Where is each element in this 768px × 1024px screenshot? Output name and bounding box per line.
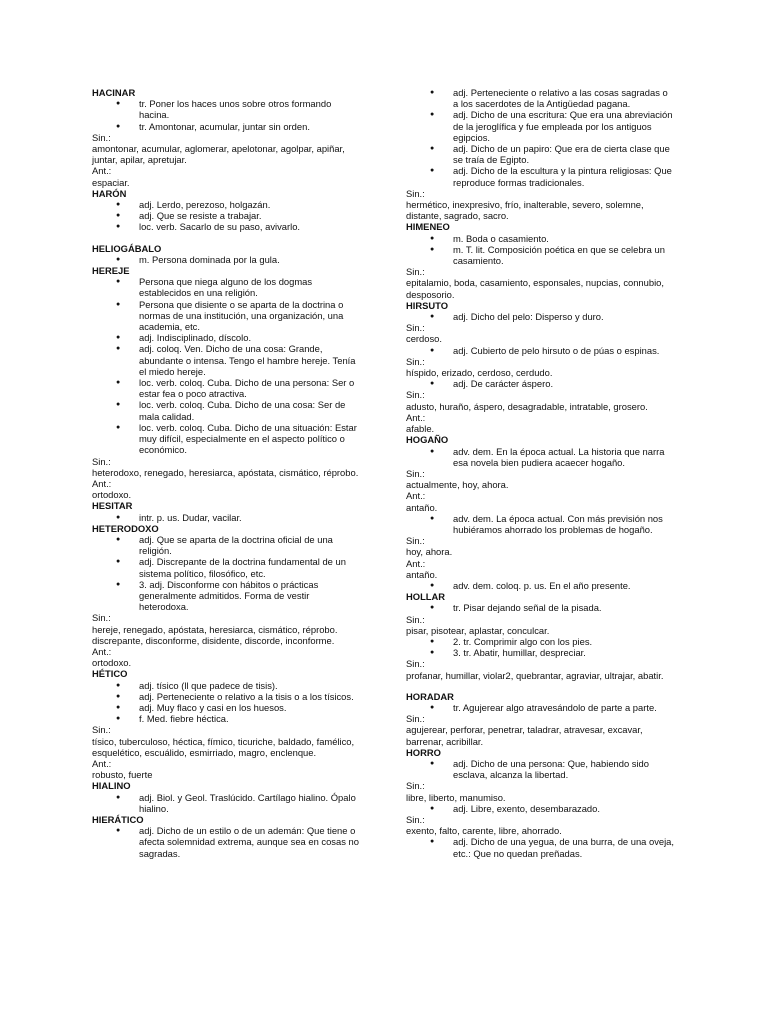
left-column	[92, 87, 360, 859]
antonyms-text: antaño.	[406, 568, 438, 580]
definition-item: ● adj. tísico (ll que padece de tisis).	[92, 680, 360, 691]
dictionary-entry	[406, 345, 674, 379]
definition-item: ● adj. Dicho de una escritura: Que era una abreviación de la jeroglífica y fue empleada por los antiguos egipcios.	[406, 109, 674, 143]
definition-item: ● adv. dem. La época actual. Con más previsión nos hubiéramos ahorrado los problemas de hogaño.	[406, 513, 674, 535]
entry-term: HIALINO	[92, 780, 131, 792]
definition-list	[92, 512, 360, 523]
entry-term: HIERÁTICO	[92, 814, 144, 825]
antonyms-label: Ant.:	[406, 411, 426, 423]
definition-item: ● adv. dem. coloq. p. us. En el año presente.	[406, 580, 674, 591]
entry-term: HOGAÑO	[406, 434, 449, 446]
dictionary-entry	[92, 814, 360, 859]
synonyms-text: cerdoso.	[406, 333, 442, 345]
definition-item: ● m. T. lit. Composición poética en que se celebra un casamiento.	[406, 244, 674, 266]
definition-item: ● adj. Dicho de una persona: Que, habiendo sido esclava, alcanza la libertad.	[406, 758, 674, 780]
synonyms-label: Sin.:	[406, 658, 425, 670]
definition-item: ● adj. Dicho de la escultura y la pintura religiosas: Que reproduce formas tradicionales.	[406, 165, 674, 187]
definition-item: ● tr. Poner los haces unos sobre otros formando hacina.	[92, 98, 360, 120]
synonyms-text: híspido, erizado, cerdoso, cerdudo.	[406, 367, 553, 379]
antonyms-text: afable.	[406, 423, 435, 435]
definition-item: ● adj. Lerdo, perezoso, holgazán.	[92, 199, 360, 210]
definition-list	[92, 199, 360, 233]
entry-term: HIRSUTO	[406, 299, 449, 311]
synonyms-text: heterodoxo, renegado, heresiarca, apóstata, cismático, réprobo.	[92, 466, 359, 478]
dictionary-entry	[406, 636, 674, 691]
entry-term: HOLLAR	[406, 591, 446, 603]
synonyms-text: hereje, renegado, apóstata, heresiarca, cismático, réprobo. discrepante, disconforme, disidente, discorde, inconforme.	[92, 623, 338, 646]
antonyms-label: Ant.:	[406, 490, 426, 502]
synonyms-text: exento, falto, carente, libre, ahorrado.	[406, 825, 562, 837]
dictionary-entry	[406, 691, 674, 747]
definition-item: ● intr. p. us. Dudar, vacilar.	[92, 512, 360, 523]
definition-list	[406, 378, 674, 389]
dictionary-entry	[406, 378, 674, 434]
synonyms-label: Sin.:	[406, 780, 425, 792]
definition-list	[406, 702, 674, 713]
dictionary-entry	[406, 591, 674, 636]
synonyms-label: Sin.:	[406, 187, 425, 199]
synonyms-label: Sin.:	[406, 613, 425, 625]
synonyms-label: Sin.:	[406, 322, 425, 334]
definition-list	[92, 534, 360, 612]
antonyms-label: Ant.:	[92, 645, 112, 657]
right-column	[406, 87, 674, 859]
dictionary-entry	[92, 87, 360, 188]
synonyms-label: Sin.:	[406, 266, 425, 278]
antonyms-label: Ant.:	[406, 557, 426, 569]
entry-term: HETERODOXO	[92, 522, 159, 534]
synonyms-text: libre, liberto, manumiso.	[406, 791, 506, 803]
dictionary-entry	[92, 780, 360, 814]
synonyms-label: Sin.:	[406, 814, 425, 825]
definition-list	[92, 825, 360, 859]
dictionary-entry	[406, 513, 674, 580]
entry-term: HIMENEO	[406, 221, 450, 233]
definition-item: ● loc. verb. Sacarlo de su paso, avivarlo.	[92, 221, 360, 232]
synonyms-text: hermético, inexpresivo, frío, inalterable, severo, solemne, distante, sagrado, sacro.	[406, 199, 644, 222]
antonyms-label: Ant.:	[92, 165, 112, 177]
definition-list	[406, 836, 674, 858]
synonyms-text: agujerear, perforar, penetrar, taladrar, atravesar, excavar, barrenar, acribillar.	[406, 724, 643, 747]
entry-term: HESITAR	[92, 500, 133, 512]
definition-list	[92, 276, 360, 455]
synonyms-text: amontonar, acumular, aglomerar, apelotonar, agolpar, apiñar, juntar, apilar, apretujar.	[92, 143, 345, 166]
dictionary-entry	[406, 434, 674, 512]
entry-term: HARÓN	[92, 187, 127, 199]
definition-item: ● 3. tr. Abatir, humillar, despreciar.	[406, 647, 674, 658]
dictionary-entry	[406, 221, 674, 299]
definition-list	[406, 602, 674, 613]
definition-item: ● tr. Agujerear algo atravesándolo de parte a parte.	[406, 702, 674, 713]
dictionary-entry	[92, 523, 360, 669]
definition-list	[406, 580, 674, 591]
antonyms-label: Ant.:	[92, 477, 112, 489]
definition-item: ● adj. Dicho del pelo: Disperso y duro.	[406, 311, 674, 322]
synonyms-text: tísico, tuberculoso, héctica, fímico, ticuriche, baldado, famélico, esquelético, escuálido, esmirriado, magro, enclenque.	[92, 735, 355, 758]
definition-list	[406, 311, 674, 322]
synonyms-text: actualmente, hoy, ahora.	[406, 479, 509, 491]
definition-item: ● adj. Perteneciente o relativo a la tisis o a los tísicos.	[92, 691, 360, 702]
dictionary-entry	[92, 188, 360, 243]
definition-list	[92, 792, 360, 814]
synonyms-label: Sin.:	[92, 612, 111, 624]
definition-list	[92, 254, 360, 265]
definition-list	[406, 446, 674, 468]
dictionary-entry	[406, 300, 674, 345]
definition-item: ● adj. coloq. Ven. Dicho de una cosa: Grande, abundante o intensa. Tengo el hambre hereje. Tenía el miedo hereje.	[92, 343, 360, 377]
entry-spacer	[406, 681, 674, 691]
entry-term: HELIOGÁBALO	[92, 242, 162, 254]
definition-list	[406, 513, 674, 535]
antonyms-text: espaciar.	[92, 176, 130, 188]
antonyms-text: ortodoxo.	[92, 489, 132, 501]
antonyms-text: ortodoxo.	[92, 657, 132, 669]
definition-item: ● 3. adj. Disconforme con hábitos o prácticas generalmente admitidos. Forma de vestir heterodoxa.	[92, 579, 360, 613]
entry-term: HORRO	[406, 746, 441, 758]
synonyms-label: Sin.:	[92, 724, 111, 736]
synonyms-text: adusto, huraño, áspero, desagradable, intratable, grosero.	[406, 400, 648, 412]
definition-item: ● tr. Amontonar, acumular, juntar sin orden.	[92, 121, 360, 132]
definition-list	[92, 98, 360, 132]
synonyms-text: hoy, ahora.	[406, 546, 453, 558]
synonyms-label: Sin.:	[92, 131, 111, 143]
definition-item: ● adj. Libre, exento, desembarazado.	[406, 803, 674, 814]
entry-term: HACINAR	[92, 87, 136, 98]
dictionary-entry	[92, 265, 360, 500]
definition-item: ● Persona que niega alguno de los dogmas establecidos en una religión.	[92, 276, 360, 298]
synonyms-text: profanar, humillar, violar2, quebrantar, agraviar, ultrajar, abatir.	[406, 669, 664, 681]
definition-item: ● adj. Perteneciente o relativo a las cosas sagradas o a los sacerdotes de la Antigüedad pagana.	[406, 87, 674, 109]
antonyms-text: antaño.	[406, 501, 438, 513]
definition-item: ● m. Boda o casamiento.	[406, 233, 674, 244]
synonyms-label: Sin.:	[406, 389, 425, 401]
dictionary-entry	[406, 87, 674, 221]
synonyms-label: Sin.:	[406, 467, 425, 479]
definition-list	[406, 803, 674, 814]
definition-item: ● adj. Muy flaco y casi en los huesos.	[92, 702, 360, 713]
entry-spacer	[92, 233, 360, 243]
antonyms-text: robusto, fuerte	[92, 769, 153, 781]
definition-list	[406, 636, 674, 658]
synonyms-label: Sin.:	[92, 455, 111, 467]
dictionary-entry	[406, 580, 674, 591]
definition-item: ● loc. verb. coloq. Cuba. Dicho de una persona: Ser o estar fea o poco atractiva.	[92, 377, 360, 399]
definition-item: ● tr. Pisar dejando señal de la pisada.	[406, 602, 674, 613]
definition-item: ● adj. Que se resiste a trabajar.	[92, 210, 360, 221]
definition-item: ● m. Persona dominada por la gula.	[92, 254, 360, 265]
definition-list	[406, 87, 674, 188]
dictionary-entry	[406, 803, 674, 837]
definition-item: ● 2. tr. Comprimir algo con los pies.	[406, 636, 674, 647]
entry-term: HEREJE	[92, 265, 130, 277]
synonyms-text: pisar, pisotear, aplastar, conculcar.	[406, 624, 550, 636]
antonyms-label: Ant.:	[92, 757, 112, 769]
definition-item: ● Persona que disiente o se aparta de la doctrina o normas de una institución, una organización, una academia, etc.	[92, 299, 360, 333]
synonyms-label: Sin.:	[406, 713, 425, 725]
entry-term: HÉTICO	[92, 668, 128, 680]
definition-item: ● adj. Discrepante de la doctrina fundamental de un sistema político, filosófico, etc.	[92, 556, 360, 578]
definition-item: ● loc. verb. coloq. Cuba. Dicho de una situación: Estar muy difícil, especialmente en el aspecto político o económico.	[92, 422, 360, 456]
synonyms-text: epitalamio, boda, casamiento, esponsales, nupcias, connubio, desposorio.	[406, 277, 664, 300]
definition-list	[92, 680, 360, 725]
synonyms-label: Sin.:	[406, 535, 425, 547]
dictionary-entry	[92, 668, 360, 780]
definition-item: ● loc. verb. coloq. Cuba. Dicho de una cosa: Ser de mala calidad.	[92, 399, 360, 421]
definition-item: ● adv. dem. En la época actual. La historia que narra esa novela bien pudiera acaecer hogaño.	[406, 446, 674, 468]
definition-list	[406, 345, 674, 356]
definition-list	[406, 758, 674, 780]
dictionary-entry	[92, 243, 360, 265]
definition-item: ● adj. Biol. y Geol. Traslúcido. Cartílago hialino. Ópalo hialino.	[92, 792, 360, 814]
definition-item: ● adj. De carácter áspero.	[406, 378, 674, 389]
definition-item: ● adj. Indisciplinado, díscolo.	[92, 332, 360, 343]
synonyms-label: Sin.:	[406, 355, 425, 367]
definition-item: ● adj. Dicho de un papiro: Que era de cierta clase que se traía de Egipto.	[406, 143, 674, 165]
definition-item: ● f. Med. fiebre héctica.	[92, 713, 360, 724]
definition-list	[406, 233, 674, 267]
dictionary-entry	[92, 500, 360, 522]
definition-item: ● adj. Que se aparta de la doctrina oficial de una religión.	[92, 534, 360, 556]
entry-term: HORADAR	[406, 690, 454, 702]
definition-item: ● adj. Dicho de una yegua, de una burra, de una oveja, etc.: Que no quedan preñadas.	[406, 836, 674, 858]
definition-item: ● adj. Dicho de un estilo o de un ademán: Que tiene o afecta solemnidad extrema, aunque sea en cosas no sagradas.	[92, 825, 360, 859]
dictionary-entry	[406, 747, 674, 803]
definition-item: ● adj. Cubierto de pelo hirsuto o de púas o espinas.	[406, 345, 674, 356]
dictionary-entry	[406, 836, 674, 858]
